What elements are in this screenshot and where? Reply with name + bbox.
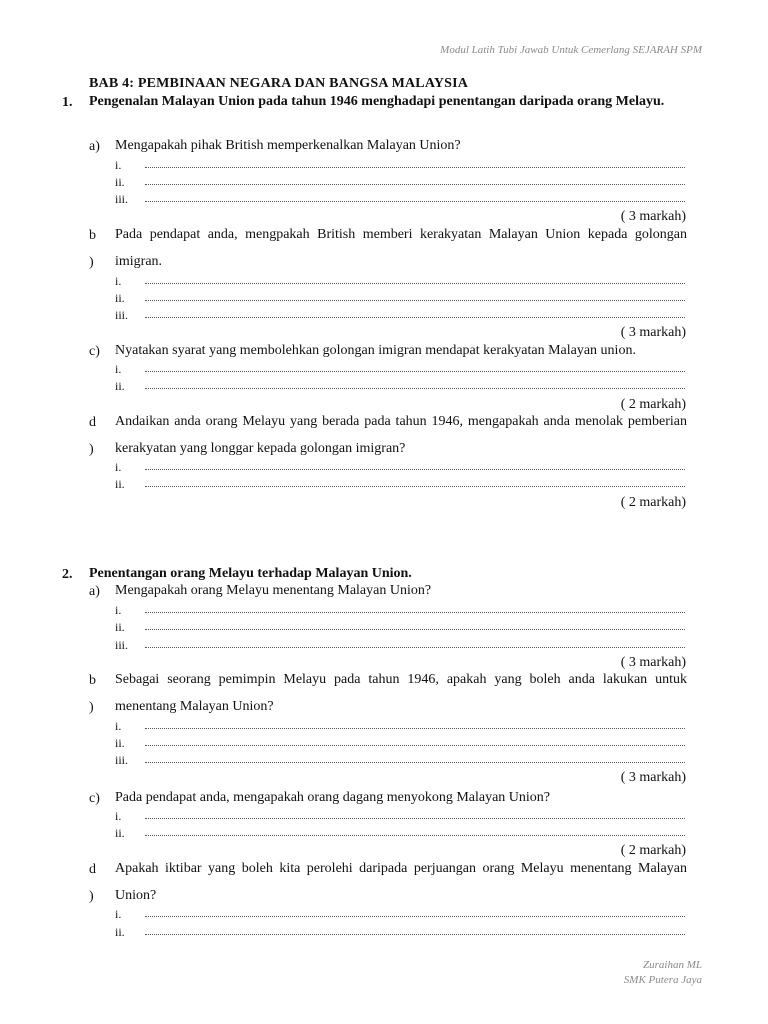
- answer-number: i.: [115, 719, 122, 733]
- q2a-label: a): [89, 584, 100, 599]
- answer-line[interactable]: [115, 379, 687, 396]
- answer-line[interactable]: [115, 826, 687, 843]
- q1c-label: c): [89, 344, 100, 359]
- answer-number: iii.: [115, 308, 129, 322]
- q1a-label: a): [89, 139, 100, 154]
- answer-number: i.: [115, 274, 122, 288]
- answer-number: ii.: [115, 620, 125, 634]
- answer-line[interactable]: [115, 158, 687, 175]
- page-header: Modul Latih Tubi Jawab Untuk Cemerlang SEJARAH SPM: [440, 44, 702, 56]
- page-footer: [624, 958, 702, 988]
- answer-number: ii.: [115, 925, 125, 939]
- answer-number: i.: [115, 460, 122, 474]
- answer-line[interactable]: [115, 175, 687, 192]
- answer-line[interactable]: [115, 477, 687, 494]
- marks-label: ( 2 markah): [620, 397, 686, 412]
- q2b-label-paren: ): [89, 700, 94, 715]
- q1d-label-paren: ): [89, 442, 94, 457]
- q1b-label: b: [89, 228, 96, 243]
- answer-line[interactable]: [115, 291, 687, 308]
- answer-number: ii.: [115, 826, 125, 840]
- marks-label: ( 3 markah): [620, 770, 686, 785]
- answer-number: ii.: [115, 291, 125, 305]
- answer-number: ii.: [115, 379, 125, 393]
- marks-label: ( 3 markah): [620, 209, 686, 224]
- marks-label: ( 2 markah): [620, 495, 686, 510]
- answer-number: ii.: [115, 175, 125, 189]
- marks-label: ( 3 markah): [620, 325, 686, 340]
- q2d-label: d: [89, 862, 96, 877]
- answer-number: ii.: [115, 477, 125, 491]
- answer-line[interactable]: [115, 809, 687, 826]
- question-1-text: Pengenalan Malayan Union pada tahun 1946 menghadapi penentangan daripada orang Melayu.: [89, 94, 665, 109]
- answer-number: iii.: [115, 753, 129, 767]
- q1a-text: Mengapakah pihak British memperkenalkan Malayan Union?: [115, 138, 461, 153]
- answer-line[interactable]: [115, 719, 687, 736]
- question-2-text: Penentangan orang Melayu terhadap Malayan Union.: [89, 566, 412, 581]
- q2d-text: Apakah iktibar yang boleh kita perolehi daripada perjuangan orang Melayu menentang Malayan Union?: [115, 861, 687, 903]
- answer-line[interactable]: [115, 753, 687, 770]
- answer-number: i.: [115, 809, 122, 823]
- answer-number: iii.: [115, 638, 129, 652]
- answer-line[interactable]: [115, 192, 687, 209]
- q2c-label: c): [89, 791, 100, 806]
- answer-line[interactable]: [115, 460, 687, 477]
- chapter-title: BAB 4: PEMBINAAN NEGARA DAN BANGSA MALAYSIA: [89, 76, 469, 91]
- answer-line[interactable]: [115, 638, 687, 655]
- answer-number: i.: [115, 907, 122, 921]
- q2b-label: b: [89, 673, 96, 688]
- answer-number: i.: [115, 362, 122, 376]
- answer-line[interactable]: [115, 308, 687, 325]
- q1b-label-paren: ): [89, 255, 94, 270]
- footer-author: Zuraihan ML: [643, 959, 702, 971]
- answer-line[interactable]: [115, 362, 687, 379]
- q2c-text: Pada pendapat anda, mengapakah orang dagang menyokong Malayan Union?: [115, 790, 551, 805]
- q1b-text: Pada pendapat anda, mengpakah British memberi kerakyatan Malayan Union kepada golongan imigran.: [115, 227, 687, 269]
- answer-number: ii.: [115, 736, 125, 750]
- answer-line[interactable]: [115, 925, 687, 942]
- q1d-label: d: [89, 415, 96, 430]
- answer-number: i.: [115, 603, 122, 617]
- q1c-text: Nyatakan syarat yang membolehkan golongan imigran mendapat kerakyatan Malayan union.: [115, 343, 636, 358]
- marks-label: ( 2 markah): [620, 843, 686, 858]
- q2d-label-paren: ): [89, 889, 94, 904]
- q1d-text: Andaikan anda orang Melayu yang berada pada tahun 1946, mengapakah anda menolak pemberian kerakyatan yang longgar kepada golongan imigran?: [115, 414, 687, 456]
- q2a-text: Mengapakah orang Melayu menentang Malayan Union?: [115, 583, 432, 598]
- answer-line[interactable]: [115, 603, 687, 620]
- question-2-number: 2.: [62, 567, 73, 582]
- answer-line[interactable]: [115, 274, 687, 291]
- q2b-text: Sebagai seorang pemimpin Melayu pada tahun 1946, apakah yang boleh anda lakukan untuk menentang Malayan Union?: [115, 672, 687, 714]
- answer-line[interactable]: [115, 736, 687, 753]
- question-1-number: 1.: [62, 95, 73, 110]
- answer-line[interactable]: [115, 907, 687, 924]
- answer-number: i.: [115, 158, 122, 172]
- footer-school: SMK Putera Jaya: [623, 974, 702, 986]
- answer-line[interactable]: [115, 620, 687, 637]
- marks-label: ( 3 markah): [620, 655, 686, 670]
- answer-number: iii.: [115, 192, 129, 206]
